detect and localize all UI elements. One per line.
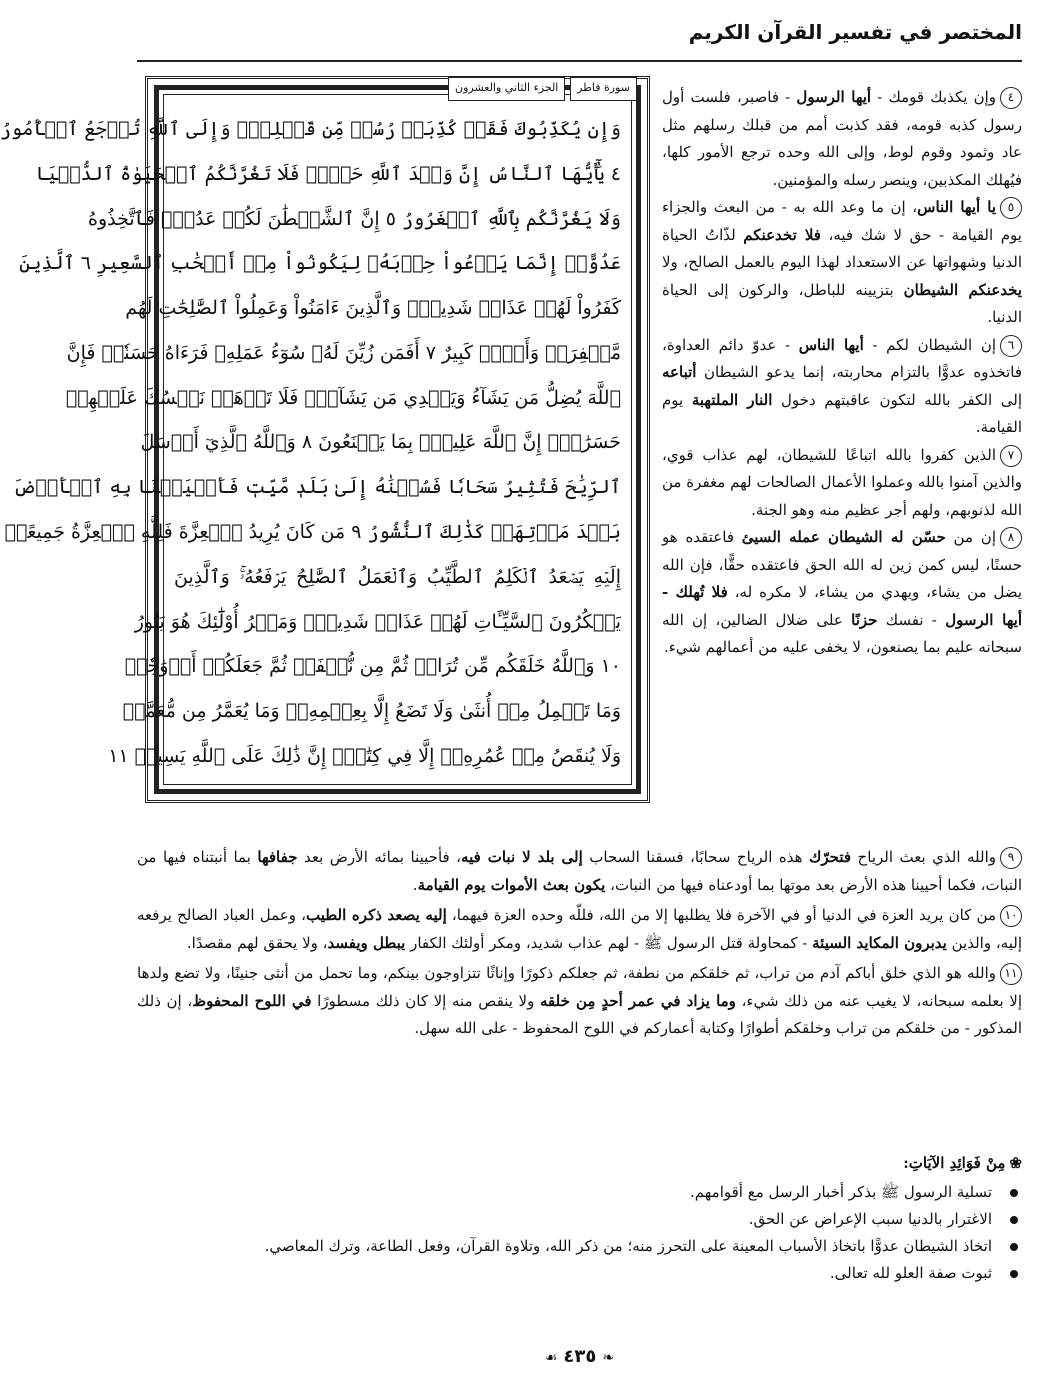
- quran-line: كَفَرُواْ لَهُمۡ عَذَابٞ شَدِيدٞۖ وَٱلَّذِينَ ءَامَنُواْ وَعَمِلُواْ ٱلصَّٰلِحَٰتِ لَهُم: [125, 297, 621, 320]
- ornament-icon: ☙: [544, 1350, 558, 1366]
- quran-line: حَسَرَٰتٍۚ إِنَّ ٱللَّهَ عَلِيمُۢ بِمَا يَصۡنَعُونَ ٨ وَٱللَّهُ ٱلَّذِيٓ أَرۡسَلَ: [140, 431, 621, 454]
- ornament-icon: ❧: [602, 1350, 615, 1366]
- quran-text-frame: [0, 76, 650, 803]
- tafsir-verse-4: ٤وإن يكذبك قومك - أيها الرسول - فاصبر، فلست أول رسول كذبه قومه، فقد كذبت أمم من قبلك رسلهم مثل عاد وثمود وقوم لوط، وإلى الله وحده ترجع الأمور كلها، فيُهلك المكذبين، وينصر رسله والمؤمنين.: [662, 88, 1022, 189]
- tafsir-full-width: [137, 844, 1022, 1046]
- tafsir-verse-5: ٥يا أيها الناس، إن ما وعد الله به - من البعث والجزاء يوم القيامة - حق لا شك فيه، فلا تخدعنكم لذّاتُ الحياة الدنيا وشهواتها عن الاستعداد لهذا اليوم بالعمل الصالح، ولا يخدعنكم الشيطان بتزيينه للباطل، والركون إلى الحياة الدنيا.: [662, 198, 1022, 326]
- benefit-item: ثبوت صفة العلو لله تعالى.: [137, 1260, 992, 1287]
- header-divider: [137, 60, 1022, 62]
- verse-benefits: [137, 1150, 1022, 1287]
- quran-line: وَمَا تَحۡمِلُ مِنۡ أُنثَىٰ وَلَا تَضَعُ إِلَّا بِعِلۡمِهِۦۚ وَمَا يُعَمَّرُ مِن مُّعَمَّرٖ: [122, 700, 621, 723]
- benefit-item: تسلية الرسول ﷺ بذكر أخبار الرسل مع أقوامهم.: [137, 1179, 992, 1206]
- tafsir-verse-10: ١٠من كان يريد العزة في الدنيا أو في الآخرة فلا يطلبها إلا من الله، فللّه وحده العزة فيهما، إليه يصعد ذكره الطيب، وعمل العباد الصالح يرفعه إليه، والذين يدبرون المكايد السيئة - كمحاولة قتل الرسول ﷺ - لهم عذاب شديد، ومكر أولئك الكفار يبطل ويفسد، ولا يحقق لهم مقصدًا.: [137, 906, 1022, 952]
- quran-lines: [0, 109, 621, 776]
- quran-line: يَمۡكُرُونَ ٱلسَّيِّـَٔاتِ لَهُمۡ عَذَابٞ شَدِيدٞۖ وَمَكۡرُ أُوْلَٰٓئِكَ هُوَ يَبُورُ: [134, 610, 621, 633]
- verse-number-badge: ٨: [1000, 527, 1022, 549]
- juz-label: الجزء الثاني والعشرون: [448, 77, 565, 101]
- verse-number-badge: ١٠: [1000, 905, 1022, 927]
- quran-line: ٤ يَٰٓأَيُّهَا ٱلنَّاسُ إِنَّ وَعۡدَ ٱللَّهِ حَقّٞۖ فَلَا تَغُرَّنَّكُمُ ٱلۡحَيَوٰةُ ٱلدُّنۡيَا: [35, 162, 621, 185]
- benefit-item: الاغترار بالدنيا سبب الإعراض عن الحق.: [137, 1206, 992, 1233]
- verse-number-badge: ١١: [1000, 963, 1022, 985]
- verse-number-badge: ٩: [1000, 847, 1022, 869]
- quran-line: ١٠ وَٱللَّهُ خَلَقَكُم مِّن تُرَابٖ ثُمَّ مِن نُّطۡفَةٖ ثُمَّ جَعَلَكُمۡ أَزۡوَٰجٗاۚ: [124, 655, 621, 678]
- quran-line: ٱلرِّيَٰحَ فَتُثِيرُ سَحَابٗا فَسُقۡنَٰهُ إِلَىٰ بَلَدٖ مَّيِّتٖ فَأَحۡيَيۡنَا بِهِ ٱلۡأَرۡضَ: [13, 476, 621, 499]
- tafsir-side-column: [662, 84, 1022, 844]
- quran-line: مَّغۡفِرَةٞ وَأَجۡرٞ كَبِيرٌ ٧ أَفَمَن زُيِّنَ لَهُۥ سُوٓءُ عَمَلِهِۦ فَرَءَاهُ حَسَنٗاۖ فَإِنَّ: [66, 341, 621, 364]
- verse-number-badge: ٧: [1000, 445, 1022, 467]
- quran-line: عَدُوًّاۚ إِنَّمَا يَدۡعُواْ حِزۡبَهُۥ لِيَكُونُواْ مِنۡ أَصۡحَٰبِ ٱلسَّعِيرِ ٦ ٱلَّذِينَ: [19, 252, 621, 275]
- tafsir-verse-11: ١١والله هو الذي خلق أباكم آدم من تراب، ثم خلقكم من نطفة، ثم جعلكم ذكورًا وإناثًا تتزاوجون بينكم، وما تحمل من أنثى جنينًا، ولا تضع ولدها إلا بعلمه سبحانه، لا يغيب عنه من ذلك شيء، وما يزاد في عمر أحدٍ مِن خلقه ولا ينقص منه إلا كان ذلك مسطورًا في اللوح المحفوظ، إن ذلك المذكور - من خلقكم من تراب وخلقكم أطوارًا وكتابة أعماركم في اللوح المحفوظ - على الله سهل.: [137, 964, 1023, 1037]
- quran-line: وَلَا يُنقَصُ مِنۡ عُمُرِهِۦٓ إِلَّا فِي كِتَٰبٍۚ إِنَّ ذَٰلِكَ عَلَى ٱللَّهِ يَسِيرٞ ١١: [108, 744, 621, 767]
- verse-number-badge: ٦: [1000, 335, 1022, 357]
- page-number: ❧٤٣٥☙: [544, 1346, 615, 1367]
- quran-line: ٱللَّهَ يُضِلُّ مَن يَشَآءُ وَيَهۡدِي مَن يَشَآءُۖ فَلَا تَذۡهَبۡ نَفۡسُكَ عَلَيۡهِمۡ: [65, 386, 621, 409]
- page-header: [137, 14, 1022, 62]
- surah-label: سورة فاطر: [570, 77, 637, 101]
- flower-ornament-icon: ❀: [1009, 1154, 1022, 1172]
- tafsir-verse-8: ٨إن من حسّن له الشيطان عمله السيئ فاعتقده هو حسنًا، ليس كمن زين له الله الحق فاعتقده حقًّا، فإن الله يضل من يشاء، ويهدي من يشاء، لا مكره له، فلا تُهلك - أيها الرسول - نفسك حزنًا على ضلال الضالين، إن الله سبحانه عليم بما يصنعون، لا يخفى عليه من أعمالهم شيء.: [662, 528, 1022, 656]
- tafsir-verse-9: ٩والله الذي بعث الرياح فتحرّك هذه الرياح سحابًا، فسقنا السحاب إلى بلد لا نبات فيه، فأحيينا بمائه الأرض بعد جفافها بما أنبتناه فيها من النبات، فكما أحيينا هذه الأرض بعد موتها بما أودعناه فيها من النبات، يكون بعث الأموات يوم القيامة.: [137, 848, 1022, 894]
- verse-number-badge: ٤: [1000, 87, 1022, 109]
- benefit-item: اتخاذ الشيطان عدوًّا باتخاذ الأسباب المعينة على التحرز منه؛ من ذكر الله، وتلاوة القرآن، وفعل الطاعة، وترك المعاصي.: [137, 1233, 992, 1260]
- benefits-list: [137, 1179, 1022, 1287]
- verse-number-badge: ٥: [1000, 197, 1022, 219]
- quran-line: وَلَا يَغُرَّنَّكُم بِٱللَّهِ ٱلۡغَرُورُ ٥ إِنَّ ٱلشَّيۡطَٰنَ لَكُمۡ عَدُوّٞ فَٱتَّخِذُوهُ: [88, 207, 621, 230]
- book-title: المختصر في تفسير القرآن الكريم: [688, 20, 1022, 44]
- quran-line: إِلَيۡهِ يَصۡعَدُ ٱلۡكَلِمُ ٱلطَّيِّبُ وَٱلۡعَمَلُ ٱلصَّٰلِحُ يَرۡفَعُهُۥۚ وَٱلَّذِينَ: [174, 565, 621, 588]
- quran-line: بَعۡدَ مَوۡتِهَاۚ كَذَٰلِكَ ٱلنُّشُورُ ٩ مَن كَانَ يُرِيدُ ٱلۡعِزَّةَ فَلِلَّهِ ٱلۡعِزَّةُ جَمِيعًاۚ: [4, 521, 621, 544]
- benefits-heading: ❀مِنْ فَوَائِدِ الآيَاتِ:: [903, 1154, 1022, 1172]
- tafsir-verse-7: ٧الذين كفروا بالله اتباعًا للشيطان، لهم عذاب قوي، والذين آمنوا بالله وعملوا الأعمال الصالحات لهم مغفرة من الله لذنوبهم، ولهم أجر عظيم منه وهو الجنة.: [662, 445, 1022, 519]
- quran-line: وَإِن يُكَذِّبُوكَ فَقَدۡ كُذِّبَتۡ رُسُلٞ مِّن قَبۡلِكَۚ وَإِلَى ٱللَّهِ تُرۡجَعُ ٱلۡأُمُورُ: [0, 118, 621, 140]
- tafsir-verse-6: ٦إن الشيطان لكم - أيها الناس - عدوّ دائم العداوة، فاتخذوه عدوًّا بالتزام محاربته، إنما يدعو الشيطان أتباعه إلى الكفر بالله لتكون عاقبتهم دخول النار الملتهبة يوم القيامة.: [662, 335, 1022, 436]
